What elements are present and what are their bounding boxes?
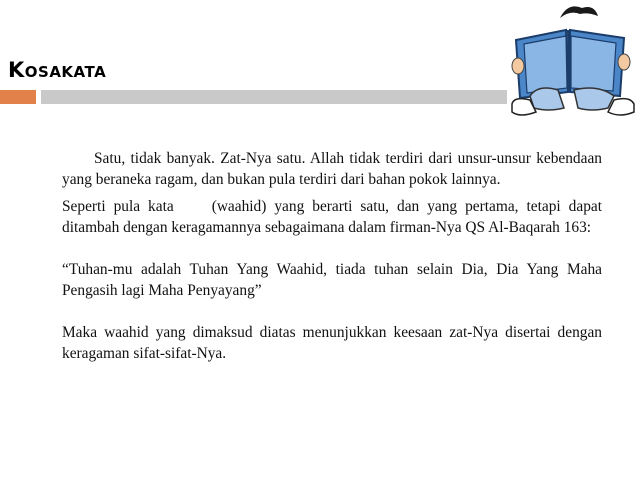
waahid-text-after: (waahid) yang berarti satu, dan yang pertama, tetapi dapat ditambah dengan keragamannya sebagaimana dalam firman-Nya QS Al-Baqarah 163:	[62, 198, 602, 236]
conclusion-paragraph: Maka waahid yang dimaksud diatas menunjukkan keesaan zat-Nya disertai dengan keragaman sifat-sifat-Nya.	[62, 324, 602, 362]
quran-quote: “Tuhan-mu adalah Tuhan Yang Waahid, tiada tuhan selain Dia, Dia Yang Maha Pengasih lagi Maha Penyayang”	[62, 261, 602, 299]
definition-paragraph: Satu, tidak banyak. Zat-Nya satu. Allah tidak terdiri dari unsur-unsur kebendaan yang beraneka ragam, dan bukan pula terdiri dari bahan pokok lainnya.	[62, 150, 602, 188]
waahid-text-before: Seperti pula kata	[62, 198, 174, 215]
title-underline-bar	[41, 90, 507, 104]
person-reading-book-icon	[508, 0, 638, 120]
slide-body	[62, 148, 602, 364]
waahid-paragraph	[62, 196, 602, 238]
title-accent-bar	[0, 90, 36, 104]
slide-title: Kosakata	[8, 58, 107, 82]
